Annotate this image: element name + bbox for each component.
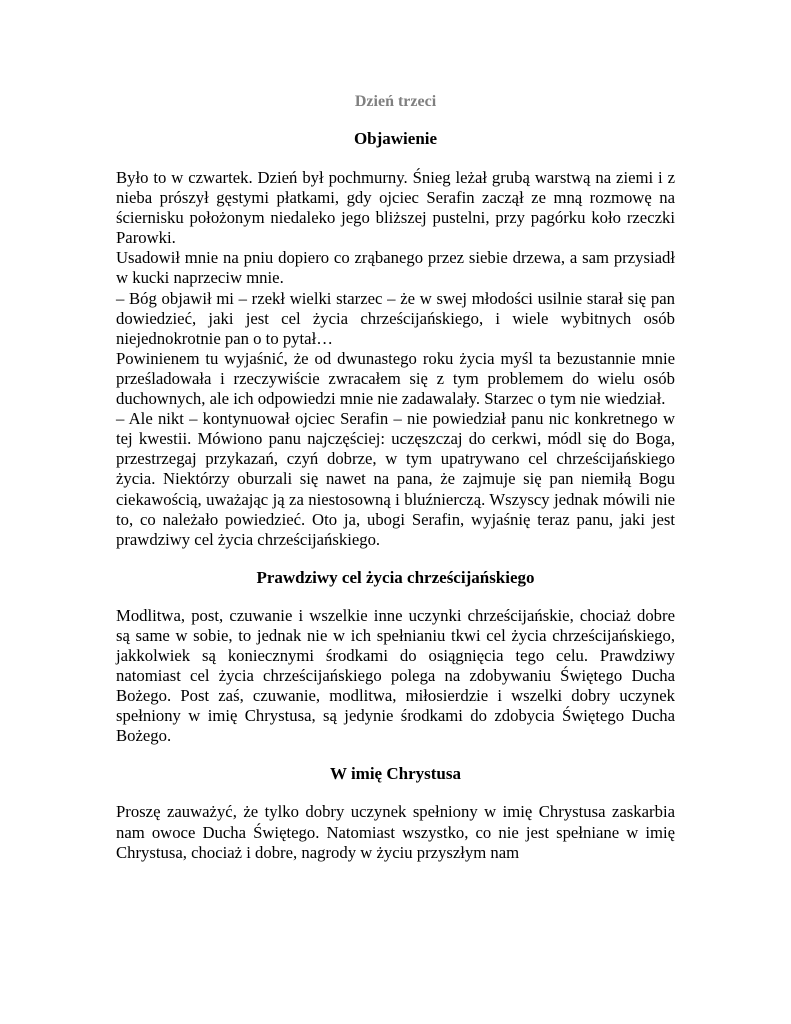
chapter-title: Dzień trzeci <box>354 93 437 110</box>
paragraph: Powinienem tu wyjaśnić, że od dwunastego roku życia myśl ta bezustannie mnie prześladowała i rzeczywiście zwracałem się z tym problemem do wielu osób duchownych, ale ich odpowiedzi mnie nie zadawalały. Starzec o tym nie wiedział. <box>116 348 675 409</box>
paragraph: – Ale nikt – kontynuował ojciec Serafin – nie powiedział panu nic konkretnego w tej kwestii. Mówiono panu najczęściej: uczęszczaj do cerkwi, módl się do Boga, przestrzegaj przykazań, czyń dobrze, w tym upatrywano cel chrześcijańskiego życia. Niektórzy oburzali się nawet na pana, że zajmuje się pan niemiłą Bogu ciekawością, uważając ją za niestosowną i bluźnierczą. Wszyscy jednak mówili nie to, co należało powiedzieć. Oto ja, ubogi Serafin, wyjaśnię teraz panu, jaki jest prawdziwy cel życia chrześcijańskiego. <box>116 409 675 549</box>
section-heading-cel-zycia: Prawdziwy cel życia chrześcijańskiego <box>256 567 535 587</box>
paragraph: – Bóg objawił mi – rzekł wielki starzec – że w swej młodości usilnie starał się pan dowiedzieć, jaki jest cel życia chrześcijańskiego, i wiele wybitnych osób niejednokrotnie pan o to pytał… <box>116 288 675 348</box>
document-page <box>116 92 675 863</box>
section-heading-objawienie: Objawienie <box>353 129 438 148</box>
paragraph: Proszę zauważyć, że tylko dobry uczynek spełniony w imię Chrystusa zaskarbia nam owoce Ducha Świętego. Natomiast wszystko, co nie jest spełniane w imię Chrystusa, chociaż i dobre, nagrody w życiu przyszłym nam <box>116 802 675 862</box>
paragraph: Usadowił mnie na pniu dopiero co zrąbanego przez siebie drzewa, a sam przysiadł w kucki naprzeciw mnie. <box>116 248 675 288</box>
section-heading-w-imie-chrystusa: W imię Chrystusa <box>330 764 461 784</box>
paragraph: Było to w czwartek. Dzień był pochmurny. Śnieg leżał grubą warstwą na ziemi i z nieba prószył gęstymi płatkami, gdy ojciec Serafin zaczął ze mną rozmowę na ściernisku położonym niedaleko jego bliższej pustelni, przy pagórku koło rzeczki Parowki. <box>116 168 675 248</box>
paragraph: Modlitwa, post, czuwanie i wszelkie inne uczynki chrześcijańskie, chociaż dobre są same w sobie, to jednak nie w ich spełnianiu tkwi cel życia chrześcijańskiego, jakkolwiek są koniecznymi środkami do osiągnięcia tego celu. Prawdziwy natomiast cel życia chrześcijańskiego polega na zdobywaniu Świętego Ducha Bożego. Post zaś, czuwanie, modlitwa, miłosierdzie i wszelki dobry uczynek spełniony w imię Chrystusa, są jedynie środkami do zdobycia Świętego Ducha Bożego. <box>116 605 675 746</box>
